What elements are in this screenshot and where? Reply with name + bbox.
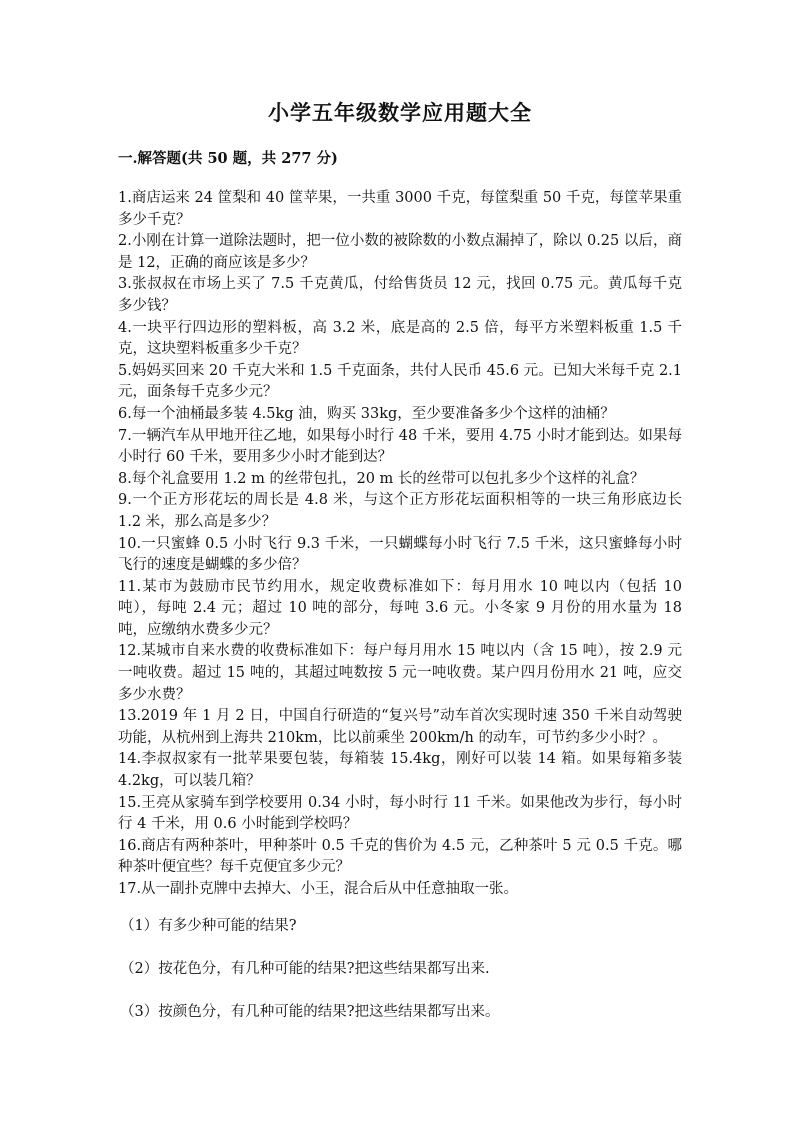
question-2: 2.小刚在计算一道除法题时，把一位小数的被除数的小数点漏掉了，除以 0.25 以后，商是 12，正确的商应该是多少？ bbox=[118, 233, 682, 271]
question-5: 5.妈妈买回来 20 千克大米和 1.5 千克面条，共付人民币 45.6 元。已知大米每千克 2.1 元，面条每千克多少元？ bbox=[118, 362, 682, 401]
question-list bbox=[118, 188, 682, 901]
question-11: 11.某市为鼓励市民节约用水，规定收费标准如下：每月用水 10 吨以内（包括 10 吨），每吨 2.4 元；超过 10 吨的部分，每吨 3.6 元。小冬家 9 月份的用水量为 18 吨，应缴纳水费多少元？ bbox=[118, 578, 682, 638]
question-16: 16.商店有两种茶叶，甲种茶叶 0.5 千克的售价为 4.5 元，乙种茶叶 5 元 0.5 千克。哪种茶叶便宜些？每千克便宜多少元？ bbox=[118, 837, 682, 876]
page-title: 小学五年级数学应用题大全 bbox=[268, 100, 532, 125]
question-14: 14.李叔叔家有一批苹果要包装，每箱装 15.4kg，刚好可以装 14 箱。如果每箱多装 4.2kg，可以装几箱？ bbox=[118, 751, 682, 790]
question-1: 1.商店运来 24 筐梨和 40 筐苹果，一共重 3000 千克，每筐梨重 50 千克，每筐苹果重多少千克？ bbox=[118, 190, 682, 228]
question-6: 6.每一个油桶最多装 4.5kg 油，购买 33kg，至少要准备多少个这样的油桶？ bbox=[118, 405, 615, 422]
question-9: 9.一个正方形花坛的周长是 4.8 米，与这个正方形花坛面积相等的一块三角形底边长 1.2 米，那么高是多少？ bbox=[118, 492, 682, 530]
question-12: 12.某城市自来水费的收费标准如下：每户每月用水 15 吨以内（含 15 吨），按 2.9 元一吨收费。超过 15 吨的，其超过吨数按 5 元一吨收费。某户四月份用水 21 吨，应交多少水费？ bbox=[118, 643, 682, 703]
subquestion-list bbox=[118, 915, 682, 1023]
question-4: 4.一块平行四边形的塑料板，高 3.2 米，底是高的 2.5 倍，每平方米塑料板重 1.5 千克，这块塑料板重多少千克？ bbox=[118, 319, 682, 358]
question-8: 8.每个礼盒要用 1.2 m 的丝带包扎，20 m 长的丝带可以包扎多少个这样的礼盒？ bbox=[118, 470, 645, 487]
subquestion-3: （3）按颜色分，有几种可能的结果?把这些结果都写出来。 bbox=[120, 1003, 500, 1020]
question-10: 10.一只蜜蜂 0.5 小时飞行 9.3 千米，一只蝴蝶每小时飞行 7.5 千米，这只蜜蜂每小时飞行的速度是蝴蝶的多少倍？ bbox=[118, 535, 682, 574]
section-heading: 一.解答题(共 50 题，共 277 分) bbox=[118, 150, 338, 167]
question-15: 15.王亮从家骑车到学校要用 0.34 小时，每小时行 11 千米。如果他改为步行，每小时行 4 千米，用 0.6 小时能到学校吗？ bbox=[118, 794, 682, 833]
question-7: 7.一辆汽车从甲地开往乙地，如果每小时行 48 千米，要用 4.75 小时才能到达。如果每小时行 60 千米，要用多少小时才能到达？ bbox=[118, 427, 682, 466]
question-17: 17.从一副扑克牌中去掉大、小王，混合后从中任意抽取一张。 bbox=[118, 881, 519, 897]
subquestion-1: （1）有多少种可能的结果? bbox=[120, 917, 297, 934]
subquestion-2: （2）按花色分，有几种可能的结果?把这些结果都写出来. bbox=[120, 960, 490, 977]
question-3: 3.张叔叔在市场上买了 7.5 千克黄瓜，付给售货员 12 元，找回 0.75 元。黄瓜每千克多少钱？ bbox=[118, 276, 682, 314]
question-13: 13.2019 年 1 月 2 日，中国自行研造的“复兴号”动车首次实现时速 350 千米自动驾驶功能，从杭州到上海共 210km，比以前乘坐 200km/h 的动车，可节约多少小时？。 bbox=[118, 708, 682, 746]
